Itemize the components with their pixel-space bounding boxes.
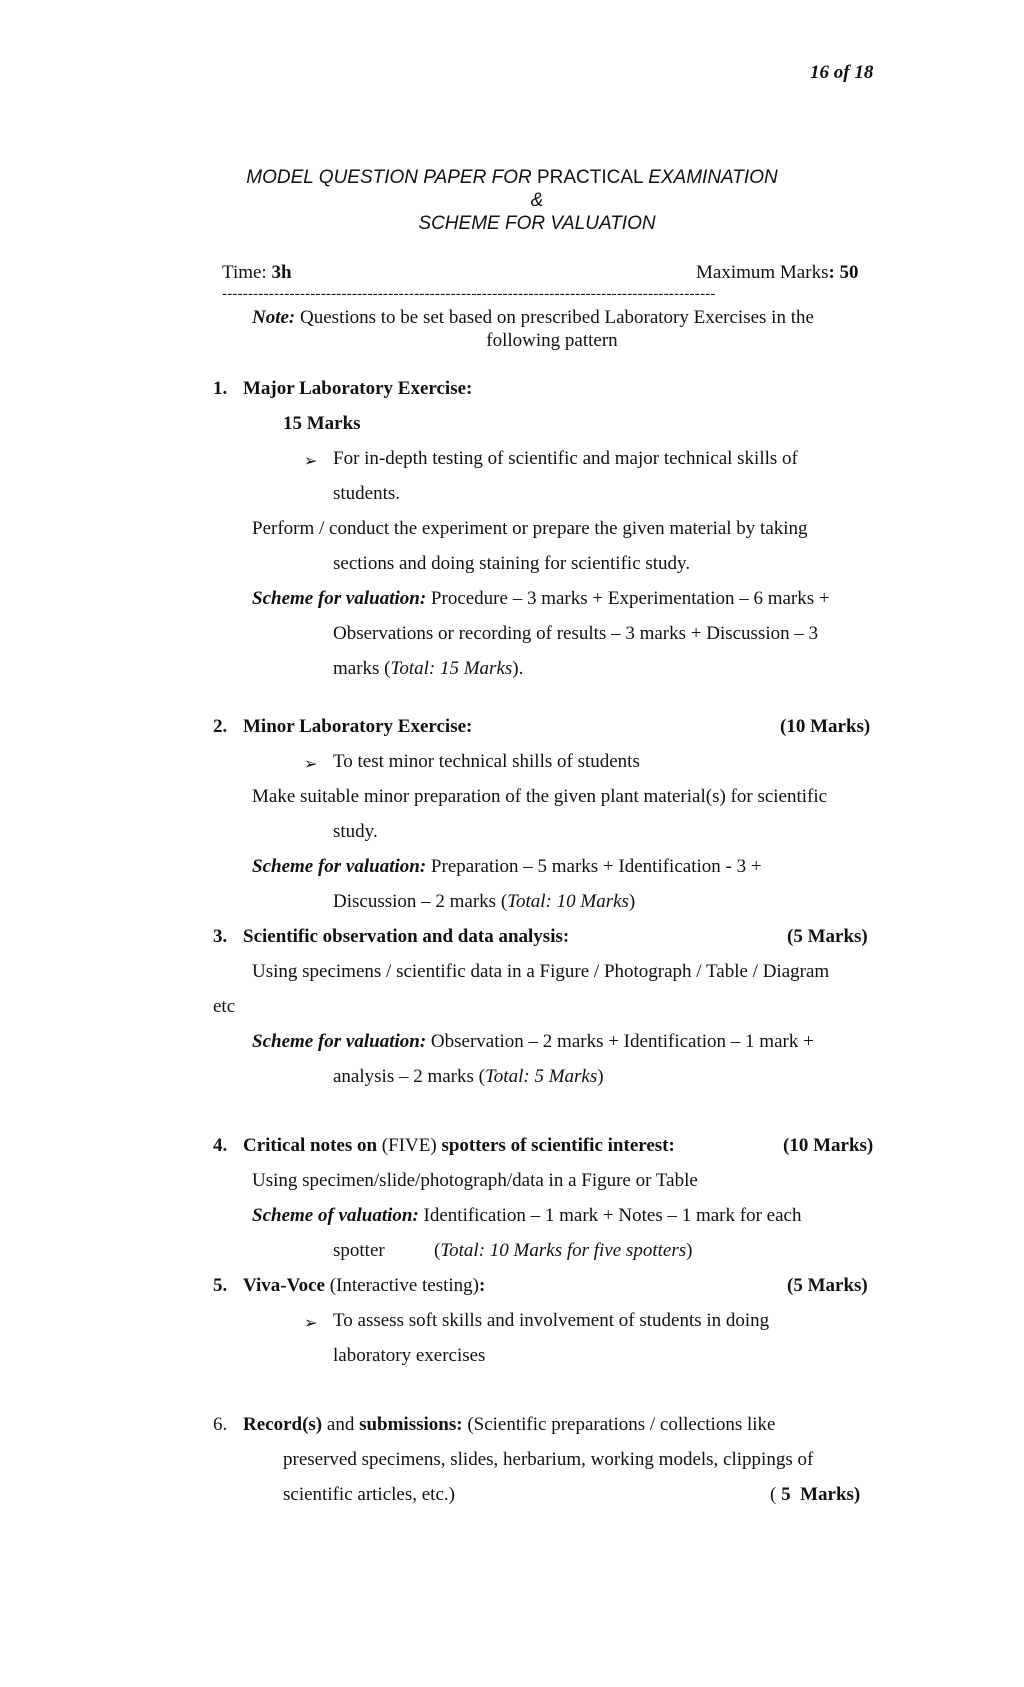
section-5-number: 5. (213, 1275, 228, 1296)
section-3-marks: (5 Marks) (787, 926, 868, 947)
section-4-scheme-text-1: Identification – 1 mark + Notes – 1 mark for each (423, 1205, 802, 1226)
section-4-title (243, 1135, 675, 1157)
section-3-number: 3. (213, 926, 228, 947)
section-2-bullet: To test minor technical shills of students (333, 751, 640, 772)
section-5-title (243, 1275, 485, 1297)
section-4-scheme-1 (252, 1205, 801, 1227)
section-4-title-b: (FIVE) (381, 1135, 437, 1156)
section-6-marks-b: 5 Marks) (781, 1484, 861, 1505)
max-marks-value: : 50 (828, 262, 859, 283)
note-line-2: following pattern (486, 330, 618, 351)
section-6-title-a: Record(s) (243, 1414, 323, 1435)
section-4-number: 4. (213, 1135, 228, 1156)
section-1-marks: 15 Marks (283, 413, 361, 434)
section-2-scheme-2-a: Discussion – 2 marks ( (333, 891, 508, 912)
section-2-task-2: study. (333, 821, 378, 842)
section-1-bullet: For in-depth testing of scientific and major technical skills of (333, 448, 798, 469)
section-3-title: Scientific observation and data analysis: (243, 926, 570, 947)
section-6-marks-a: ( (770, 1484, 777, 1505)
title-part-2: PRACTICAL (536, 167, 643, 188)
section-4-scheme-label: Scheme of valuation: (252, 1205, 419, 1226)
section-5-bullet-cont: laboratory exercises (333, 1345, 486, 1366)
section-4-title-c: spotters of scientific interest: (441, 1135, 675, 1156)
title-part-1: MODEL QUESTION PAPER FOR (246, 167, 532, 188)
section-5-bullet: To assess soft skills and involvement of students in doing (333, 1310, 770, 1331)
section-4-scheme-2 (333, 1240, 385, 1262)
section-3-scheme-1 (252, 1031, 814, 1053)
page-number: 16 of 18 (810, 62, 874, 83)
section-3-scheme-label: Scheme for valuation: (252, 1031, 427, 1052)
section-3-scheme-2-a: analysis – 2 marks ( (333, 1066, 485, 1087)
section-6-title-c: submissions: (359, 1414, 463, 1435)
section-1-total: Total: 15 Marks (390, 658, 513, 679)
separator-line: ----------------------------------------------------------------------------------------------- (222, 286, 716, 302)
section-3-task-2: etc (213, 996, 236, 1017)
section-1-task-1: Perform / conduct the experiment or prepare the given material by taking (252, 518, 808, 539)
section-4-scheme-2-b: ( (434, 1240, 441, 1261)
section-4-total: Total: 10 Marks for five spotters (440, 1240, 687, 1261)
section-1-scheme-3-a: marks ( (333, 658, 391, 679)
section-2-task-1: Make suitable minor preparation of the given plant material(s) for scientific (252, 786, 828, 807)
section-2-scheme-label: Scheme for valuation: (252, 856, 427, 877)
section-2-total: Total: 10 Marks (507, 891, 629, 912)
section-6-line-2: preserved specimens, slides, herbarium, working models, clippings of (283, 1449, 814, 1470)
section-4-scheme-2-c: ) (686, 1240, 693, 1261)
section-3-scheme-2 (333, 1066, 604, 1088)
arrowhead-bullet-icon: ➢ (304, 1313, 318, 1332)
section-2-scheme-2-b: ) (628, 891, 636, 912)
section-1-scheme-3-b: ). (512, 658, 524, 679)
section-3-scheme-2-b: ) (597, 1066, 604, 1087)
section-1-scheme-3 (333, 658, 523, 680)
paper-subtitle: SCHEME FOR VALUATION (418, 213, 656, 234)
section-2-scheme-2 (333, 891, 635, 913)
section-6-number: 6. (213, 1414, 228, 1435)
section-3-task-1: Using specimens / scientific data in a Figure / Photograph / Table / Diagram (252, 961, 830, 982)
max-marks-line (696, 262, 859, 284)
section-5-marks: (5 Marks) (787, 1275, 868, 1296)
section-4-scheme-2-total (434, 1240, 692, 1262)
max-marks-label: Maximum Marks (696, 262, 829, 283)
time-line (222, 262, 292, 284)
section-5-title-c: : (479, 1275, 486, 1296)
section-1-task-2: sections and doing staining for scientific study. (333, 553, 691, 574)
arrowhead-bullet-icon: ➢ (304, 754, 318, 773)
arrowhead-bullet-icon: ➢ (304, 451, 318, 470)
note-line-1 (252, 307, 814, 329)
section-6-line-1-rest: (Scientific preparations / collections like (467, 1414, 776, 1435)
section-2-scheme-1 (252, 856, 762, 878)
note-label: Note: (252, 307, 296, 328)
section-1-number: 1. (213, 378, 228, 399)
section-3-total: Total: 5 Marks (484, 1066, 598, 1087)
section-2-number: 2. (213, 716, 228, 737)
section-1-bullet-cont: students. (333, 483, 401, 504)
title-ampersand: & (530, 190, 544, 211)
section-6-line-3: scientific articles, etc.) (283, 1484, 455, 1505)
section-4-task-1: Using specimen/slide/photograph/data in a Figure or Table (252, 1170, 698, 1191)
section-2-marks: (10 Marks) (780, 716, 871, 737)
note-text-1: Questions to be set based on prescribed Laboratory Exercises in the (300, 307, 814, 328)
section-3-scheme-text-1: Observation – 2 marks + Identification – 1 mark + (430, 1031, 814, 1052)
time-label: Time: (222, 262, 267, 283)
time-value: 3h (271, 262, 292, 283)
paper-title (0, 167, 1024, 189)
section-6-line-1 (243, 1414, 775, 1436)
section-1-scheme-label: Scheme for valuation: (252, 588, 427, 609)
section-1-title: Major Laboratory Exercise: (243, 378, 473, 399)
section-6-marks (770, 1484, 860, 1506)
section-1-scheme-text-1: Procedure – 3 marks + Experimentation – 6 marks + (430, 588, 830, 609)
section-5-title-a: Viva-Voce (243, 1275, 325, 1296)
section-5-title-b: (Interactive testing) (329, 1275, 480, 1296)
section-1-scheme-2: Observations or recording of results – 3 marks + Discussion – 3 (333, 623, 819, 644)
section-6-title-b: and (326, 1414, 355, 1435)
section-4-title-a: Critical notes on (243, 1135, 378, 1156)
section-4-marks: (10 Marks) (783, 1135, 874, 1156)
section-2-scheme-text-1: Preparation – 5 marks + Identification - 3 + (430, 856, 762, 877)
section-4-scheme-2-a: spotter (333, 1240, 385, 1261)
section-2-title: Minor Laboratory Exercise: (243, 716, 473, 737)
title-part-3: EXAMINATION (648, 167, 778, 188)
section-1-scheme-1 (252, 588, 830, 610)
